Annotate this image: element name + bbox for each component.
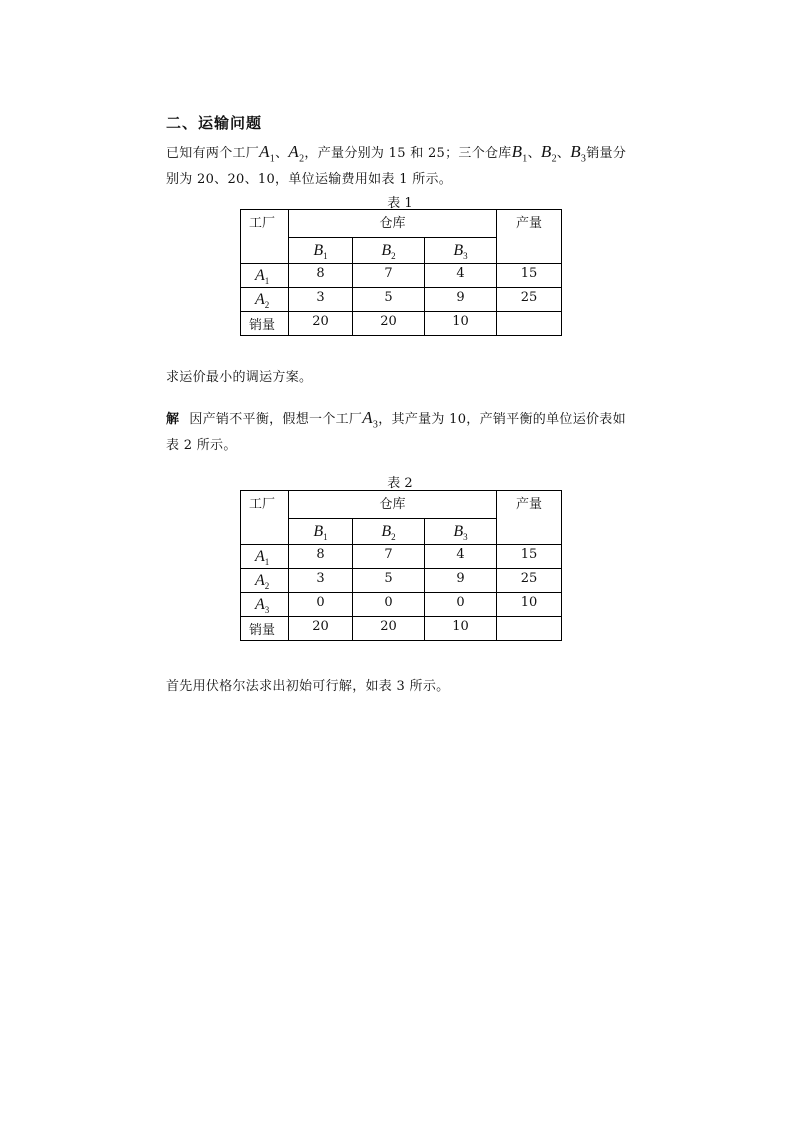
cost-cell: 3 — [289, 288, 353, 312]
table-row — [241, 264, 562, 288]
output-cell: 15 — [497, 264, 562, 288]
symbol-base: B — [511, 142, 523, 161]
symbol-sub: 3 — [580, 153, 587, 165]
table-header-row — [241, 491, 562, 519]
cost-cell: 0 — [289, 593, 353, 617]
table-row — [241, 545, 562, 569]
empty-cell — [497, 617, 562, 641]
column-header-b1: $B_1$ — [289, 519, 353, 545]
cost-cell: 9 — [425, 288, 497, 312]
output-cell: 10 — [497, 593, 562, 617]
table1-caption: 表 1 — [387, 196, 413, 211]
cost-cell: 4 — [425, 545, 497, 569]
symbol-sub: 1 — [269, 153, 276, 165]
cost-cell: 7 — [353, 264, 425, 288]
sales-row — [241, 312, 562, 336]
column-header-b1: $B_1$ — [289, 238, 353, 264]
solution-text-2: ，其产量为 10，产销平衡的单位运价表如表 2 所示。 — [166, 412, 626, 453]
table1 — [240, 209, 562, 336]
factory-header: 工厂 — [241, 491, 289, 545]
symbol-base: A — [288, 142, 300, 161]
row-header-a3: $A_3$ — [241, 593, 289, 617]
cost-cell: 7 — [353, 545, 425, 569]
column-header-b3: $B_3$ — [425, 238, 497, 264]
solution-label: 解 — [166, 412, 180, 427]
solution-paragraph — [166, 405, 636, 459]
sales-cell: 10 — [425, 312, 497, 336]
row-header-a1: $A_1$ — [241, 264, 289, 288]
separator: 、 — [527, 146, 541, 161]
intro-text-3: 销量分别为 20、20、10，单位运输费用如表 1 所示。 — [166, 146, 627, 187]
sales-label: 销量 — [241, 312, 289, 336]
question-text: 求运价最小的调运方案。 — [166, 370, 313, 385]
cost-cell: 5 — [353, 288, 425, 312]
cost-cell: 8 — [289, 545, 353, 569]
cost-cell: 3 — [289, 569, 353, 593]
separator: 、 — [556, 146, 571, 161]
column-header-b3: $B_3$ — [425, 519, 497, 545]
table-header-row — [241, 210, 562, 238]
factory-header: 工厂 — [241, 210, 289, 264]
symbol-sub: 3 — [372, 419, 379, 431]
symbol-a3 — [362, 408, 379, 431]
sales-cell: 20 — [289, 617, 353, 641]
column-header-b2: $B_2$ — [353, 519, 425, 545]
output-cell: 25 — [497, 569, 562, 593]
symbol-sub: 2 — [551, 153, 557, 165]
table2-caption: 表 2 — [387, 476, 413, 491]
symbol-b3 — [570, 142, 587, 165]
table-row — [241, 569, 562, 593]
symbol-base: B — [570, 142, 581, 161]
cost-cell: 8 — [289, 264, 353, 288]
sales-cell: 20 — [289, 312, 353, 336]
table-row — [241, 593, 562, 617]
symbol-base: A — [362, 408, 373, 427]
output-cell: 25 — [497, 288, 562, 312]
table-row — [241, 288, 562, 312]
column-header-b2: $B_2$ — [353, 238, 425, 264]
section-heading: 二、运输问题 — [166, 114, 263, 132]
warehouse-header: 仓库 — [289, 491, 497, 519]
cost-cell: 9 — [425, 569, 497, 593]
row-header-a2: $A_2$ — [241, 569, 289, 593]
sales-cell: 20 — [353, 617, 425, 641]
symbol-a1 — [259, 142, 276, 165]
warehouse-header: 仓库 — [289, 210, 497, 238]
cost-cell: 5 — [353, 569, 425, 593]
solution-text-1: 因产销不平衡，假想一个工厂 — [189, 412, 363, 427]
sales-row — [241, 617, 562, 641]
table2 — [240, 490, 562, 641]
intro-text-2: ，产量分别为 15 和 25；三个仓库 — [304, 146, 512, 161]
symbol-base: A — [259, 142, 270, 161]
empty-cell — [497, 312, 562, 336]
symbol-a2 — [288, 142, 305, 165]
symbol-base: B — [540, 142, 552, 161]
symbol-sub: 2 — [299, 153, 305, 165]
intro-text-1: 已知有两个工厂 — [166, 146, 260, 161]
intro-paragraph — [166, 139, 636, 193]
symbol-b1 — [511, 142, 528, 165]
output-header: 产量 — [497, 210, 562, 264]
output-cell: 15 — [497, 545, 562, 569]
output-header: 产量 — [497, 491, 562, 545]
row-header-a1: $A_1$ — [241, 545, 289, 569]
symbol-sub: 1 — [522, 153, 528, 165]
closing-text: 首先用伏格尔法求出初始可行解，如表 3 所示。 — [166, 679, 450, 694]
sales-label: 销量 — [241, 617, 289, 641]
cost-cell: 0 — [425, 593, 497, 617]
symbol-b2 — [540, 142, 557, 165]
sales-cell: 10 — [425, 617, 497, 641]
separator: 、 — [275, 146, 289, 161]
row-header-a2: $A_2$ — [241, 288, 289, 312]
cost-cell: 0 — [353, 593, 425, 617]
cost-cell: 4 — [425, 264, 497, 288]
sales-cell: 20 — [353, 312, 425, 336]
